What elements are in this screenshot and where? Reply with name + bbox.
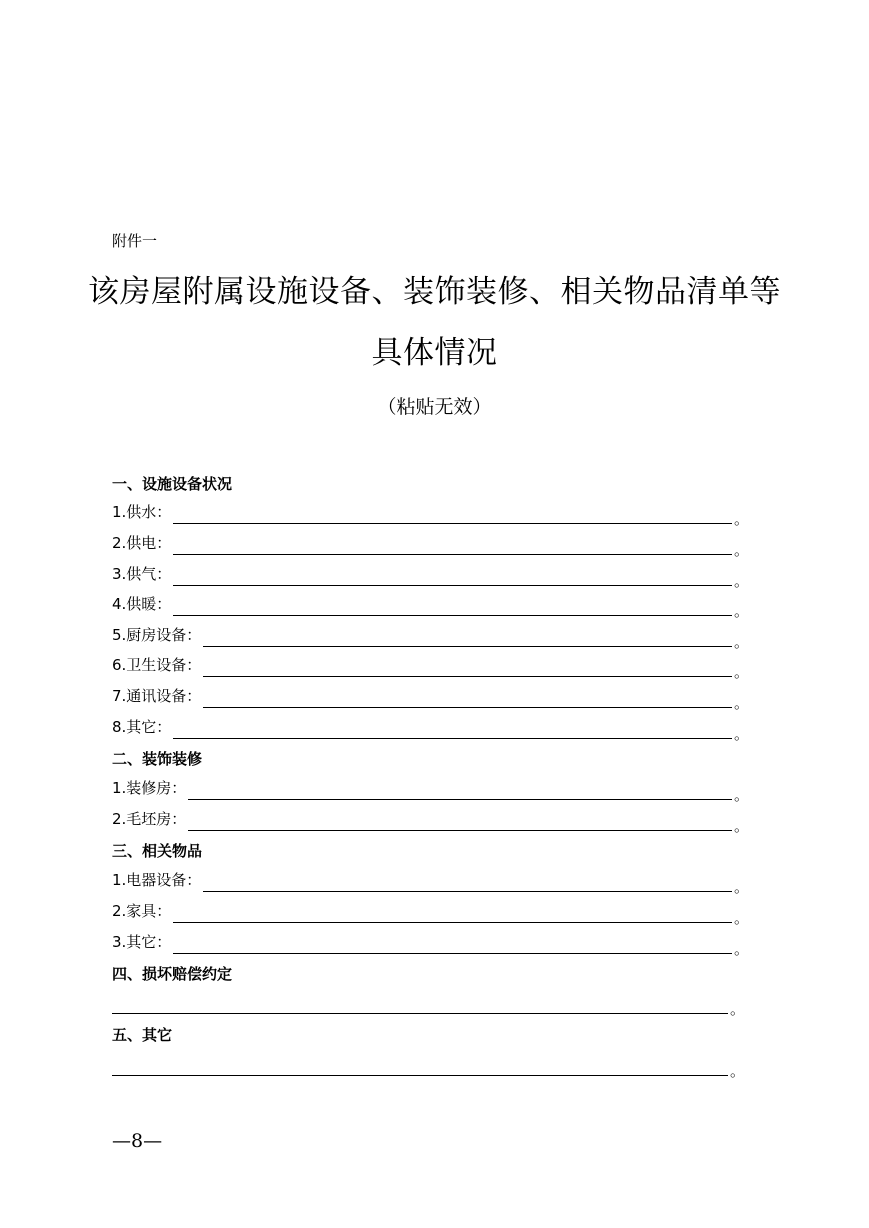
fill-in-line[interactable] xyxy=(173,536,732,555)
field-label: 7.通讯设备： xyxy=(112,687,202,705)
field-label: 1.装修房： xyxy=(112,779,187,797)
period-mark: 。 xyxy=(734,694,750,712)
field-label: 2.供电： xyxy=(112,534,172,552)
document-title-line-2: 具体情况 xyxy=(371,335,498,371)
period-mark: 。 xyxy=(734,602,750,620)
period-mark: 。 xyxy=(734,633,750,651)
field-label: 3.其它： xyxy=(112,933,172,951)
section-heading-damage-compensation: 四、损坏赔偿约定 xyxy=(112,965,233,983)
field-label: 4.供暖： xyxy=(112,595,172,613)
field-row-water xyxy=(112,502,750,528)
field-label: 6.卫生设备： xyxy=(112,656,202,674)
period-mark: 。 xyxy=(734,572,750,590)
fill-in-line[interactable] xyxy=(203,628,732,647)
field-label: 2.毛坯房： xyxy=(112,810,187,828)
field-row-gas xyxy=(112,564,750,590)
period-mark: 。 xyxy=(734,878,750,896)
fill-in-line[interactable] xyxy=(112,1057,728,1076)
fill-in-line[interactable] xyxy=(203,873,732,892)
period-mark: 。 xyxy=(734,909,750,927)
field-label: 1.供水： xyxy=(112,503,172,521)
fill-in-line[interactable] xyxy=(188,781,732,800)
fill-in-line[interactable] xyxy=(112,995,728,1014)
period-mark: 。 xyxy=(734,725,750,743)
field-label: 1.电器设备： xyxy=(112,871,202,889)
field-label: 8.其它： xyxy=(112,718,172,736)
field-row-appliances xyxy=(112,870,750,896)
field-row-decorated xyxy=(112,778,750,804)
field-row-heating xyxy=(112,594,750,620)
fill-in-line[interactable] xyxy=(173,567,732,586)
section-heading-decoration: 二、装饰装修 xyxy=(112,750,203,768)
field-row-other-items xyxy=(112,932,750,958)
period-mark: 。 xyxy=(734,786,750,804)
period-mark: 。 xyxy=(734,817,750,835)
field-row-kitchen xyxy=(112,625,750,651)
field-row-electricity xyxy=(112,533,750,559)
period-mark: 。 xyxy=(730,1062,746,1080)
field-label: 3.供气： xyxy=(112,565,172,583)
section-heading-facilities: 一、设施设备状况 xyxy=(112,475,233,493)
section-heading-other: 五、其它 xyxy=(112,1026,173,1044)
fill-in-line[interactable] xyxy=(173,935,732,954)
field-row-telecom xyxy=(112,686,750,712)
fill-in-line[interactable] xyxy=(203,658,732,677)
fill-in-line[interactable] xyxy=(173,597,732,616)
field-label: 2.家具： xyxy=(112,902,172,920)
page-number: —8— xyxy=(112,1130,163,1152)
fill-in-line[interactable] xyxy=(203,689,732,708)
field-row-unfinished xyxy=(112,809,750,835)
period-mark: 。 xyxy=(734,510,750,528)
fill-in-line[interactable] xyxy=(173,904,732,923)
field-row-other xyxy=(112,1054,746,1080)
fill-in-line[interactable] xyxy=(173,505,732,524)
paste-invalid-note: （粘贴无效） xyxy=(377,396,492,418)
field-label: 5.厨房设备： xyxy=(112,626,202,644)
period-mark: 。 xyxy=(734,663,750,681)
period-mark: 。 xyxy=(734,541,750,559)
document-title-line-1: 该房屋附属设施设备、装饰装修、相关物品清单等 xyxy=(88,274,781,310)
field-row-furniture xyxy=(112,901,750,927)
attachment-label: 附件一 xyxy=(112,232,158,250)
field-row-sanitary xyxy=(112,655,750,681)
fill-in-line[interactable] xyxy=(173,720,732,739)
field-row-damage-compensation xyxy=(112,992,746,1018)
period-mark: 。 xyxy=(730,1000,746,1018)
section-heading-items: 三、相关物品 xyxy=(112,842,203,860)
fill-in-line[interactable] xyxy=(188,812,732,831)
field-row-other-facilities xyxy=(112,717,750,743)
period-mark: 。 xyxy=(734,940,750,958)
